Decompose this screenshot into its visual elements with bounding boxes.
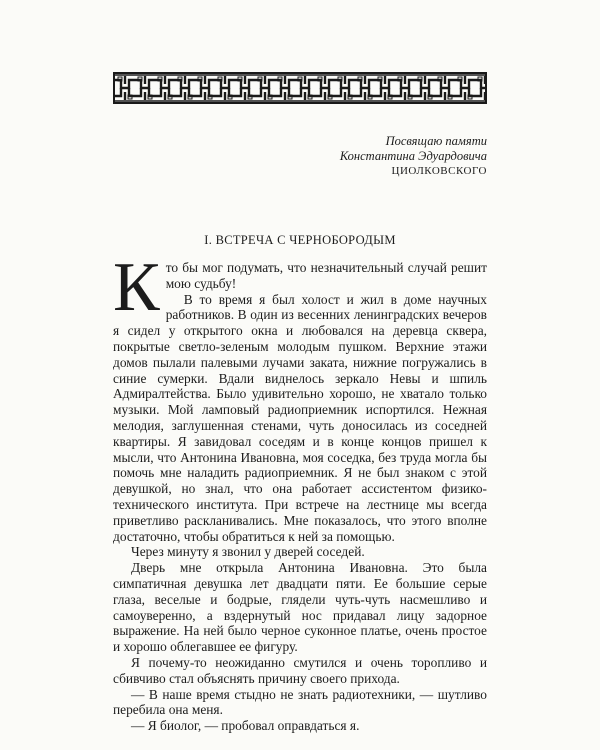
ornamental-header-band [113,72,487,104]
dedication-line: Посвящаю памяти [385,134,487,148]
paragraph: — В наше время стыдно не знать радиотехники, — шутливо перебила она меня. [113,686,487,718]
paragraph: В то время я был холост и жил в доме научных работников. В один из весенних ленинградских вечеров я сидел у открытого окна и любовался на деревца сквера, покрытые светло-зеленым молодым пушком. Верхние этажи домов пылали палевыми лучами заката, нижние погружались в синие сумерки. Вдали виднелось зеркало Невы и шпиль Адмиралтейства. Было удивительно хорошо, не хватало только музыки. Мой ламповый радиоприемник испортился. Нежная мелодия, заглушенная стенами, чуть доносилась из соседней квартиры. Я завидовал соседям и в конце концов пришел к мысли, что Антонина Ивановна, моя соседка, без труда могла бы помочь мне наладить радиоприемник. Я не был знаком с этой девушкой, но знал, что она работает ассистентом физико-технического института. При встрече на лестнице мы всегда приветливо раскланивались. Мне показалось, что этого вполне достаточно, чтобы обратиться к ней за помощью. [113,291,487,544]
interlace-ornament-pattern [115,74,485,102]
body-text [113,249,487,734]
paragraph: Через минуту я звонил у дверей соседей. [131,544,365,560]
paragraph: Я почему-то неожиданно смутился и очень торопливо и сбивчиво стал объяснять причину своего прихода. [113,654,487,686]
paragraph: — Я биолог, — пробовал оправдаться я. [131,718,360,734]
paragraph: то бы мог подумать, что незначительный случай решит мою судьбу! [165,260,487,291]
paragraph: Дверь мне открыла Антонина Ивановна. Это была симпатичная девушка лет двадцати пяти. Ее большие серые глаза, веселые и бодрые, глядели чуть-чуть насмешливо и самоуверенно, а вздернутый нос придавал лицу задорное выражение. На ней было черное суконное платье, очень простое и хорошо облегавшее ее фигуру. [113,560,487,655]
dedication [227,134,487,179]
drop-cap: К [113,249,160,326]
dedication-name: ЦИОЛКОВСКОГО [391,165,487,177]
chapter-title: I. ВСТРЕЧА С ЧЕРНОБОРОДЫМ [204,233,396,247]
dedication-line: Константина Эдуардовича [339,149,487,163]
